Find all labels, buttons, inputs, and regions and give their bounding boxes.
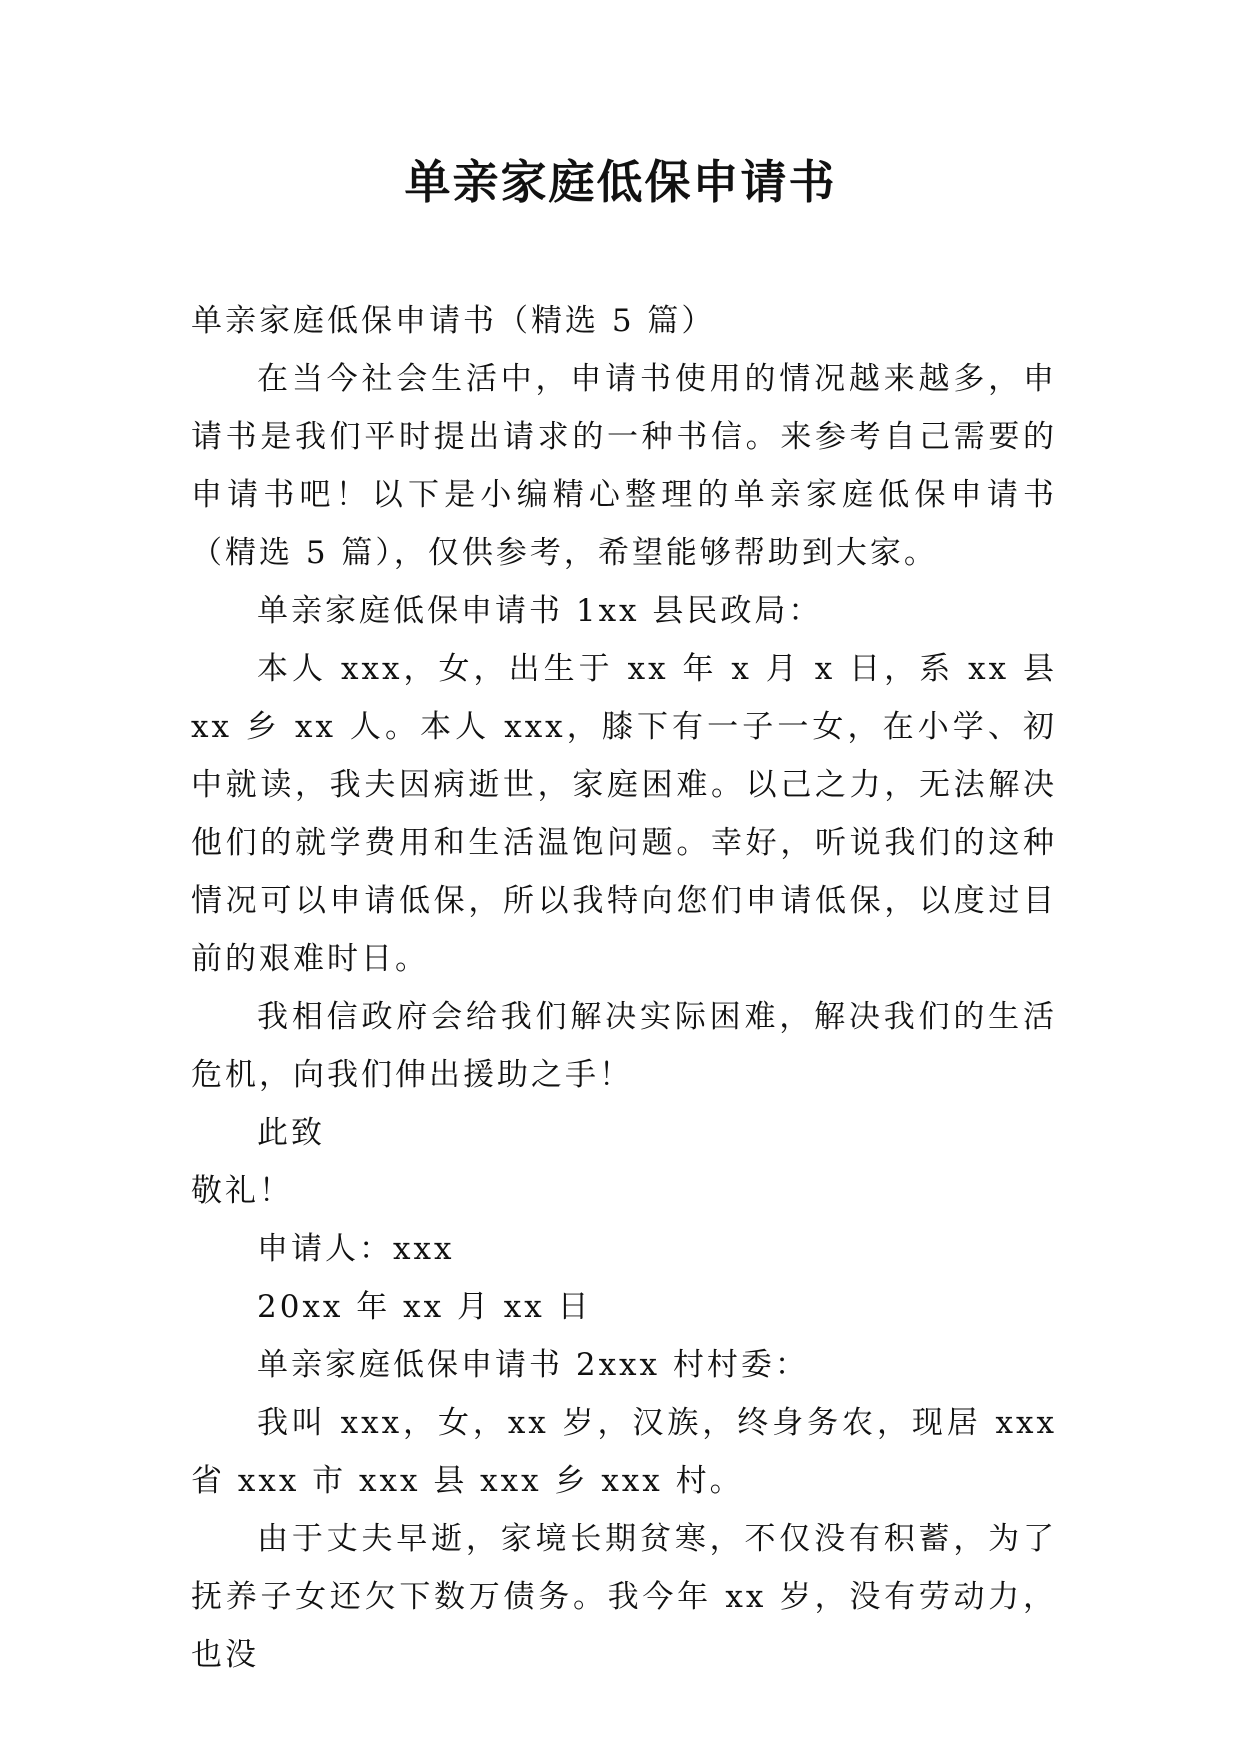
paragraph-intro: 在当今社会生活中，申请书使用的情况越来越多，申请书是我们平时提出请求的一种书信。来参考自己需要的申请书吧！以下是小编精心整理的单亲家庭低保申请书（精选 5 篇），仅供参考，希望能够帮助到大家。 [191,361,1057,571]
paragraph-date: 20xx 年 xx 月 xx 日 [257,1289,592,1325]
paragraph-body: 我叫 xxx，女，xx 岁，汉族，终身务农，现居 xxx 省 xxx 市 xxx 县 xxx 乡 xxx 村。 [191,1405,1057,1499]
paragraph-heading-1: 单亲家庭低保申请书 1xx 县民政局： [257,593,823,629]
paragraph-body: 本人 xxx，女，出生于 xx 年 x 月 x 日，系 xx 县 xx 乡 xx 人。本人 xxx，膝下有一子一女，在小学、初中就读，我夫因病逝世，家庭困难。以己之力，无法解决他们的就学费用和生活温饱问题。幸好，听说我们的这种情况可以申请低保，所以我特向您们申请低保，以度过目前的艰难时日。 [191,651,1057,977]
paragraph-body: 由于丈夫早逝，家境长期贫寒，不仅没有积蓄，为了抚养子女还欠下数万债务。我今年 xx 岁，没有劳动力，也没 [191,1521,1057,1673]
document-title: 单亲家庭低保申请书 [404,155,837,209]
paragraph-salutation: 此致 [257,1115,325,1151]
document-body [191,292,1057,1684]
paragraph-applicant: 申请人：xxx [257,1231,455,1267]
paragraph-closing: 敬礼！ [191,1173,293,1209]
paragraph-subtitle: 单亲家庭低保申请书（精选 5 篇） [191,303,716,339]
paragraph-body: 我相信政府会给我们解决实际困难，解决我们的生活危机，向我们伸出援助之手！ [191,999,1057,1093]
paragraph-heading-2: 单亲家庭低保申请书 2xxx 村村委： [257,1347,809,1383]
